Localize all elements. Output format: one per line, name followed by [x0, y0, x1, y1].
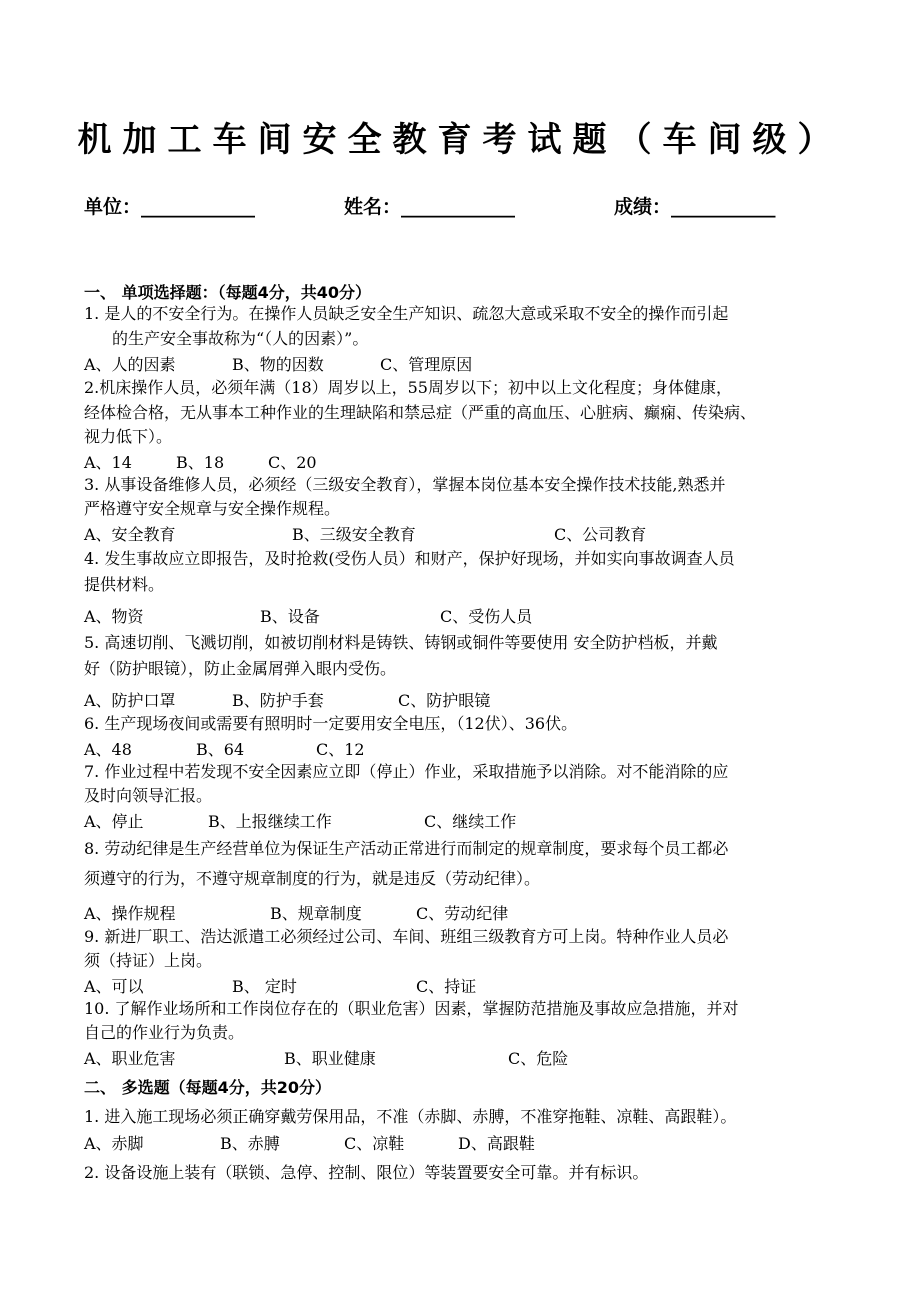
q4-option-b: B、设备 — [260, 607, 320, 626]
s2-q1-option-c: C、凉鞋 — [344, 1134, 405, 1153]
q7-line-2: 及时向领导汇报。 — [84, 786, 213, 805]
score-field: 成绩：___________ — [614, 196, 776, 218]
q1-option-c: C、管理原因 — [380, 355, 473, 374]
s2-q1-line-1: 1. 进入施工现场必须正确穿戴劳保用品，不准（赤脚、赤膊，不准穿拖鞋、凉鞋、高跟鞋）。 — [84, 1107, 737, 1126]
q2-option-b: B、18 — [176, 453, 225, 472]
q10-line-1: 10. 了解作业场所和工作岗位存在的（职业危害）因素，掌握防范措施及事故应急措施，并对 — [84, 999, 739, 1018]
s2-q2-line-1: 2. 设备设施上装有（联锁、急停、控制、限位）等装置要安全可靠。并有标识。 — [84, 1163, 649, 1182]
q10-line-2: 自己的作业行为负责。 — [84, 1023, 245, 1042]
q6-options — [84, 737, 684, 759]
q5-option-c: C、防护眼镜 — [398, 691, 491, 710]
q9-option-b: B、 定时 — [232, 977, 297, 996]
q2-line-3: 视力低下）。 — [84, 427, 173, 446]
s2-q1-option-a: A、赤脚 — [84, 1134, 144, 1153]
q6-option-c: C、12 — [316, 740, 365, 759]
q4-option-a: A、物资 — [84, 607, 144, 626]
s2-q1-option-d: D、高跟鞋 — [458, 1134, 535, 1153]
q1-options — [84, 352, 684, 374]
q6-option-b: B、64 — [196, 740, 245, 759]
q2-option-c: C、20 — [268, 453, 317, 472]
q5-line-1: 5. 高速切削、飞溅切削，如被切削材料是铸铁、铸钢或铜件等要使用 安全防护档板，并戴 — [84, 633, 718, 652]
q10-option-b: B、职业健康 — [284, 1049, 376, 1068]
page-title: 机加工车间安全教育考试题（车间级） — [77, 120, 843, 160]
unit-field: 单位：____________ — [84, 196, 256, 218]
q7-option-a: A、停止 — [84, 812, 144, 831]
section-2-heading: 二、 多选题（每题4分，共20分） — [84, 1078, 331, 1097]
q9-line-1: 9. 新进厂职工、浩达派遣工必须经过公司、车间、班组三级教育方可上岗。特种作业人员必 — [84, 927, 729, 946]
q2-option-a: A、14 — [84, 453, 132, 472]
q4-option-c: C、受伤人员 — [440, 607, 533, 626]
q8-option-a: A、操作规程 — [84, 904, 176, 923]
q9-line-2: 须（持证）上岗。 — [84, 951, 213, 970]
q3-options — [84, 522, 784, 544]
q6-option-a: A、48 — [84, 740, 132, 759]
q4-options — [84, 604, 784, 626]
q8-options — [84, 901, 784, 923]
q8-option-b: B、规章制度 — [270, 904, 362, 923]
name-field: 姓名：____________ — [344, 196, 516, 218]
q3-option-c: C、公司教育 — [554, 525, 647, 544]
q4-line-2: 提供材料。 — [84, 575, 165, 594]
q5-option-b: B、防护手套 — [232, 691, 324, 710]
q10-options — [84, 1046, 784, 1068]
q5-option-a: A、防护口罩 — [84, 691, 176, 710]
q9-option-c: C、持证 — [416, 977, 477, 996]
q3-option-b: B、三级安全教育 — [292, 525, 416, 544]
q8-line-1: 8. 劳动纪律是生产经营单位为保证生产活动正常进行而制定的规章制度，要求每个员工都必 — [84, 839, 729, 858]
q7-option-c: C、继续工作 — [424, 812, 517, 831]
q5-line-2: 好（防护眼镜），防止金属屑弹入眼内受伤。 — [84, 659, 397, 678]
section-1-heading: 一、 单项选择题：（每题4分，共40分） — [84, 283, 371, 302]
q4-line-1: 4. 发生事故应立即报告，及时抢救(受伤人员）和财产，保护好现场，并如实向事故调查人员 — [84, 549, 735, 568]
q2-line-2: 经体检合格，无从事本工种作业的生理缺陷和禁忌症（严重的高血压、心脏病、癫痫、传染病、 — [84, 403, 757, 422]
q6-line-1: 6. 生产现场夜间或需要有照明时一定要用安全电压，（12伏）、36伏。 — [84, 714, 578, 733]
q1-option-a: A、人的因素 — [84, 355, 176, 374]
q2-line-1: 2.机床操作人员，必须年满（18）周岁以上，55周岁以下；初中以上文化程度；身体健康， — [84, 378, 732, 397]
s2-q1-options — [84, 1131, 784, 1153]
q1-line-1: 1. 是人的不安全行为。在操作人员缺乏安全生产知识、疏忽大意或采取不安全的操作而引起 — [84, 304, 729, 323]
q8-option-c: C、劳动纪律 — [416, 904, 509, 923]
q3-line-1: 3. 从事设备维修人员，必须经（三级安全教育），掌握本岗位基本安全操作技术技能,熟悉并 — [84, 475, 726, 494]
q7-line-1: 7. 作业过程中若发现不安全因素应立即（停止）作业，采取措施予以消除。对不能消除的应 — [84, 762, 729, 781]
q3-option-a: A、安全教育 — [84, 525, 176, 544]
q2-options — [84, 450, 684, 472]
q3-line-2: 严格遵守安全规章与安全操作规程。 — [84, 499, 341, 518]
q7-option-b: B、上报继续工作 — [208, 812, 332, 831]
q5-options — [84, 688, 784, 710]
q10-option-c: C、危险 — [508, 1049, 569, 1068]
q1-line-2: 的生产安全事故称为“（人的因素）”。 — [112, 329, 369, 348]
q1-option-b: B、物的因数 — [232, 355, 324, 374]
s2-q1-option-b: B、赤膊 — [220, 1134, 280, 1153]
q7-options — [84, 809, 784, 831]
q10-option-a: A、职业危害 — [84, 1049, 176, 1068]
q9-options — [84, 974, 784, 996]
q9-option-a: A、可以 — [84, 977, 144, 996]
q8-line-2: 须遵守的行为，不遵守规章制度的行为，就是违反（劳动纪律）。 — [84, 869, 541, 888]
